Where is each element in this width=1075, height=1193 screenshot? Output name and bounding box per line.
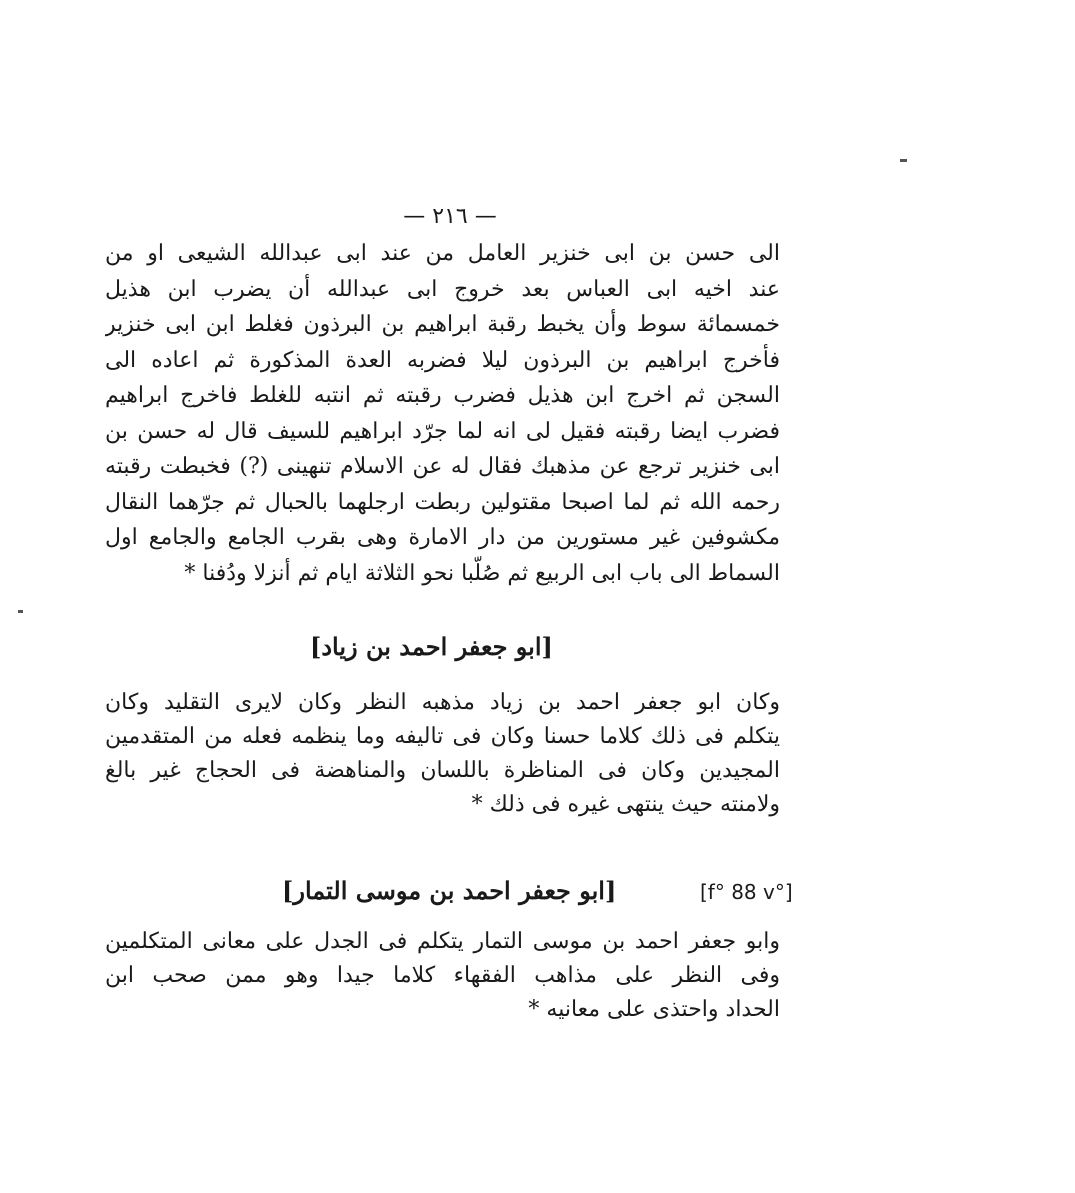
paragraph-line: السماط الى باب ابى الربيع ثم صُلّبا نحو الثلاثة ايام ثم أنزلا ودُفنا * [184,560,780,586]
paragraph-line: فأخرج ابراهيم بن البرذون ليلا فضربه العدة المذكورة ثم اعاده الى [105,347,780,373]
paragraph-line: وابو جعفر احمد بن موسى التمار يتكلم فى الجدل على معانى المتكلمين [105,929,780,954]
paragraph-line: المجيدين وكان فى المناظرة باللسان والمناهضة فى الحجاج غير بالغ [105,758,780,783]
paragraph-line: ابى خنزير ترجع عن مذهبك فقال له عن الاسلام تنهينى (?) فخبطت رقبته [105,454,780,479]
paragraph-line: يتكلم فى ذلك كلاما حسنا وكان فى تاليفه وما ينظمه فعله من المتقدمين [105,724,780,749]
paragraph-2 [105,686,780,822]
section-heading-ahmad-ibn-ziyad: [ابو جعفر احمد بن زياد] [310,632,553,661]
paragraph-line: خمسمائة سوط وأن يخبط رقبة ابراهيم بن البرذون فغلط ابن ابى خنزير [105,312,780,337]
paragraph-line: رحمه الله ثم لما اصبحا مقتولين ربطت ارجلهما بالحبال ثم جرّهما النقال [105,489,780,515]
page-number: — ٢١٦ — [403,204,497,229]
paragraph-line: ولامنته حيث ينتهى غيره فى ذلك * [471,792,780,817]
paragraph-line: السجن ثم اخرج ابن هذيل فضرب رقبته ثم انتبه للغلط فاخرج ابراهيم [105,383,780,408]
paragraph-line: الحداد واحتذى على معانيه * [528,997,780,1022]
paragraph-line: وكان ابو جعفر احمد بن زياد مذهبه النظر وكان لايرى التقليد وكان [105,690,780,715]
paragraph-line: مكشوفين غير مستورين من دار الامارة وهى بقرب الجامع والجامع اول [105,525,780,550]
scan-speck-top-right [900,159,907,162]
paragraph-line: وفى النظر على مذاهب الفقهاء كلاما جيدا وهو ممن صحب ابن [105,963,780,988]
paragraph-line: فضرب ايضا رقبته فقيل لى انه لما جرّد ابراهيم للسيف قال له حسن بن [105,418,780,444]
scan-speck-left [18,610,23,613]
paragraph-line: عند اخيه ابى العباس بعد خروج ابى عبدالله أن يضرب ابن هذيل [105,276,780,302]
paragraph-3 [105,925,780,1027]
section-heading-ahmad-ibn-musa-al-tammar: [ابو جعفر احمد بن موسى التمار] [282,876,617,905]
paragraph-line: الى حسن بن ابى خنزير العامل من عند ابى عبدالله الشيعى او من [105,241,780,266]
folio-reference: [f° 88 v°] [700,880,793,904]
paragraph-1 [105,236,780,591]
